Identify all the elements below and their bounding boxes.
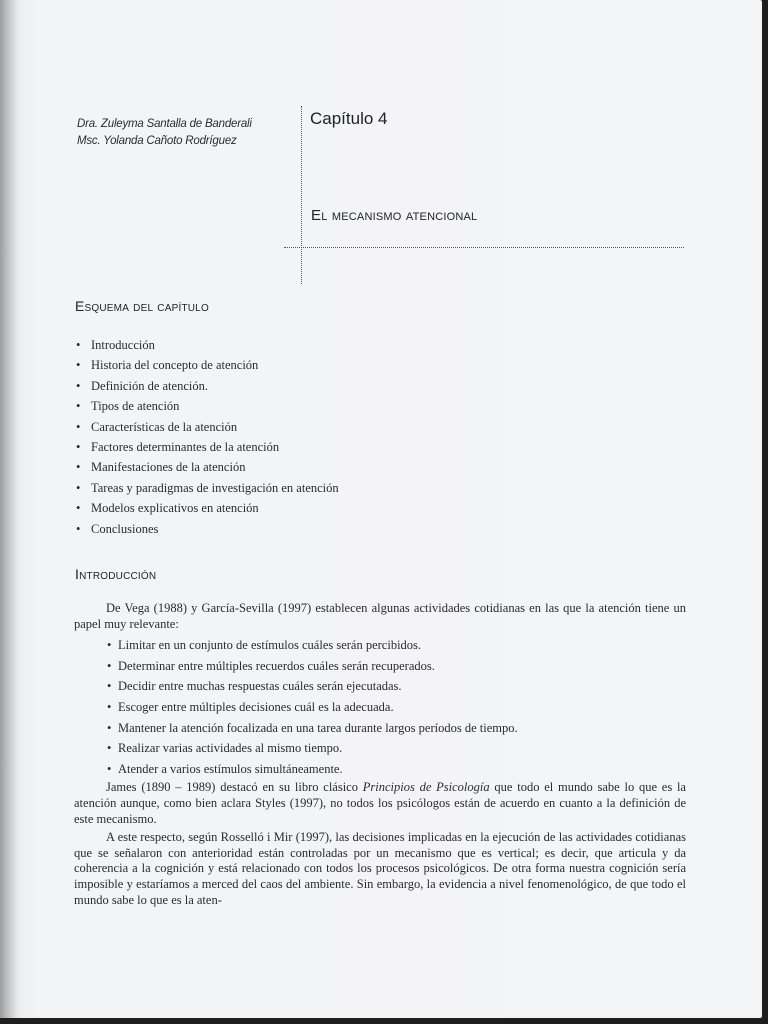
chapter-title: El mecanismo atencional — [311, 207, 478, 224]
outline-item: • Definición de atención. — [75, 376, 339, 396]
book-title: Principios de Psicología — [362, 780, 490, 795]
outline-item: • Introducción — [75, 335, 339, 355]
header-vertical-divider — [301, 106, 302, 284]
author-name: Dra. Zuleyma Santalla de Banderali — [77, 118, 252, 130]
activity-item: • Limitar en un conjunto de estímulos cuáles serán percibidos. — [74, 635, 686, 656]
rossello-paragraph: A este respecto, según Rosselló i Mir (1997), las decisiones implicadas en la ejecución de las actividades cotidianas que se señalaron con anterioridad están controladas por un mecanismo que es vertical; es decir, que articula y da coherencia a la cognición y está relacionado con todos los procesos psicológicos. De otra forma nuestra cognición sería imposible y estaríamos a merced del caos del ambiente. Sin embargo, la evidencia a nivel fenomenológico, de que todo el mundo sabe lo que es la aten- — [74, 830, 686, 907]
james-text-end: que todo el mundo sabe lo que es la atención aunque, como bien aclara Styles (1997), no todos los psicólogos están de acuerdo en cuanto a la definición de este mecanismo. — [74, 780, 686, 826]
outline-item: • Historia del concepto de atención — [75, 355, 339, 375]
chapter-number: Capítulo 4 — [310, 109, 388, 128]
header-horizontal-divider — [284, 247, 684, 248]
outline-item: • Conclusiones — [75, 519, 339, 539]
activity-item: • Realizar varias actividades al mismo tiempo. — [74, 738, 686, 759]
intro-paragraph: De Vega (1988) y García-Sevilla (1997) establecen algunas actividades cotidianas en las que la atención tiene un papel muy relevante: — [74, 601, 686, 631]
activity-item: • Atender a varios estímulos simultáneamente. — [74, 759, 686, 780]
activities-list — [74, 635, 686, 779]
introduction-heading: Introducción — [75, 566, 157, 582]
outline-item: • Tareas y paradigmas de investigación en atención — [75, 478, 339, 498]
activity-item: • Mantener la atención focalizada en una tarea durante largos períodos de tiempo. — [74, 718, 686, 739]
outline-item: • Características de la atención — [75, 417, 339, 437]
james-paragraph — [74, 780, 686, 827]
activity-item: • Escoger entre múltiples decisiones cuál es la adecuada. — [74, 697, 686, 718]
author-name: Msc. Yolanda Cañoto Rodríguez — [77, 135, 237, 147]
james-text-start: James (1890 – 1989) destacó en su libro clásico — [106, 780, 363, 795]
outline-item: • Modelos explicativos en atención — [75, 498, 339, 518]
chapter-authors — [77, 116, 302, 150]
scan-border-right — [762, 0, 768, 1024]
scan-border-bottom — [0, 1018, 768, 1024]
chapter-outline-list — [75, 335, 339, 539]
binding-shadow — [0, 0, 18, 1018]
introduction-body — [74, 601, 686, 908]
outline-heading: Esquema del capítulo — [75, 298, 209, 314]
outline-item: • Factores determinantes de la atención — [75, 437, 339, 457]
activity-item: • Determinar entre múltiples recuerdos cuáles serán recuperados. — [74, 656, 686, 677]
outline-item: • Tipos de atención — [75, 396, 339, 416]
outline-item: • Manifestaciones de la atención — [75, 457, 339, 477]
activity-item: • Decidir entre muchas respuestas cuáles serán ejecutadas. — [74, 676, 686, 697]
